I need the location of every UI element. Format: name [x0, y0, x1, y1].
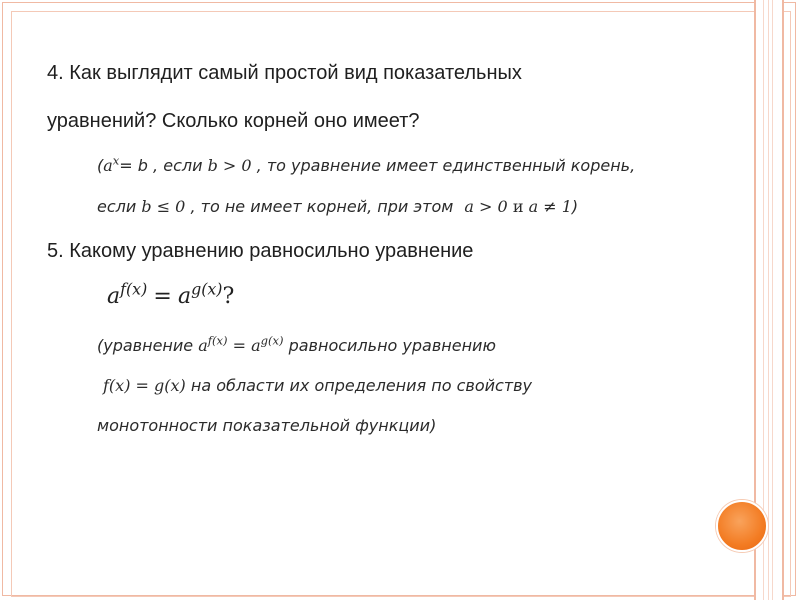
condition-b-positive: b > 0	[207, 156, 252, 175]
ans-exp-1: f(x)	[207, 333, 228, 348]
exponent-x: x	[112, 153, 120, 168]
close-paren: )	[571, 197, 579, 216]
base-a: a	[103, 156, 113, 175]
text-equation: (уравнение	[97, 336, 194, 355]
equation-f-equals-g: f(x) = g(x)	[103, 376, 186, 395]
answer-5-line-2	[103, 376, 532, 395]
question-4-line-1: 4. Как выглядит самый простой вид показательных	[47, 62, 522, 84]
answer-4-line-1	[97, 153, 636, 175]
eq-question-mark: ?	[222, 284, 235, 309]
text-if: , если	[153, 156, 203, 175]
eq-exp-1: f(x)	[120, 279, 148, 299]
condition-b-nonpositive: b ≤ 0	[141, 197, 186, 216]
text-domain: на области их определения по свойству	[190, 376, 533, 395]
answer-4-line-2	[97, 197, 578, 216]
text-no-roots: , то не имеет корней, при этом	[190, 197, 454, 216]
eq-equals: =	[153, 284, 172, 309]
ans-base-2: a	[251, 336, 261, 355]
answer-5-line-1	[97, 333, 496, 355]
text-if-2: если	[97, 197, 137, 216]
ans-base-1: a	[198, 336, 208, 355]
ans-equals: =	[232, 336, 246, 355]
condition-a-positive: a > 0	[464, 197, 508, 216]
text-one-root: , то уравнение имеет единственный корень,	[256, 156, 636, 175]
equals-b: = b	[119, 156, 148, 175]
ans-exp-2: g(x)	[260, 333, 284, 348]
answer-5-line-3: монотонности показательной функции)	[97, 416, 437, 435]
question-5-equation	[107, 279, 235, 309]
text-and: и	[512, 197, 524, 216]
condition-a-not-one: a ≠ 1	[528, 197, 572, 216]
eq-base-1: a	[107, 284, 121, 309]
question-5-line-1: 5. Какому уравнению равносильно уравнение	[47, 240, 474, 262]
open-paren: (	[97, 156, 104, 175]
decorative-circle	[716, 500, 768, 552]
eq-base-2: a	[177, 284, 192, 309]
question-4-line-2: уравнений? Сколько корней оно имеет?	[47, 110, 420, 132]
text-equivalent: равносильно уравнению	[288, 336, 496, 355]
eq-exp-2: g(x)	[191, 279, 223, 299]
